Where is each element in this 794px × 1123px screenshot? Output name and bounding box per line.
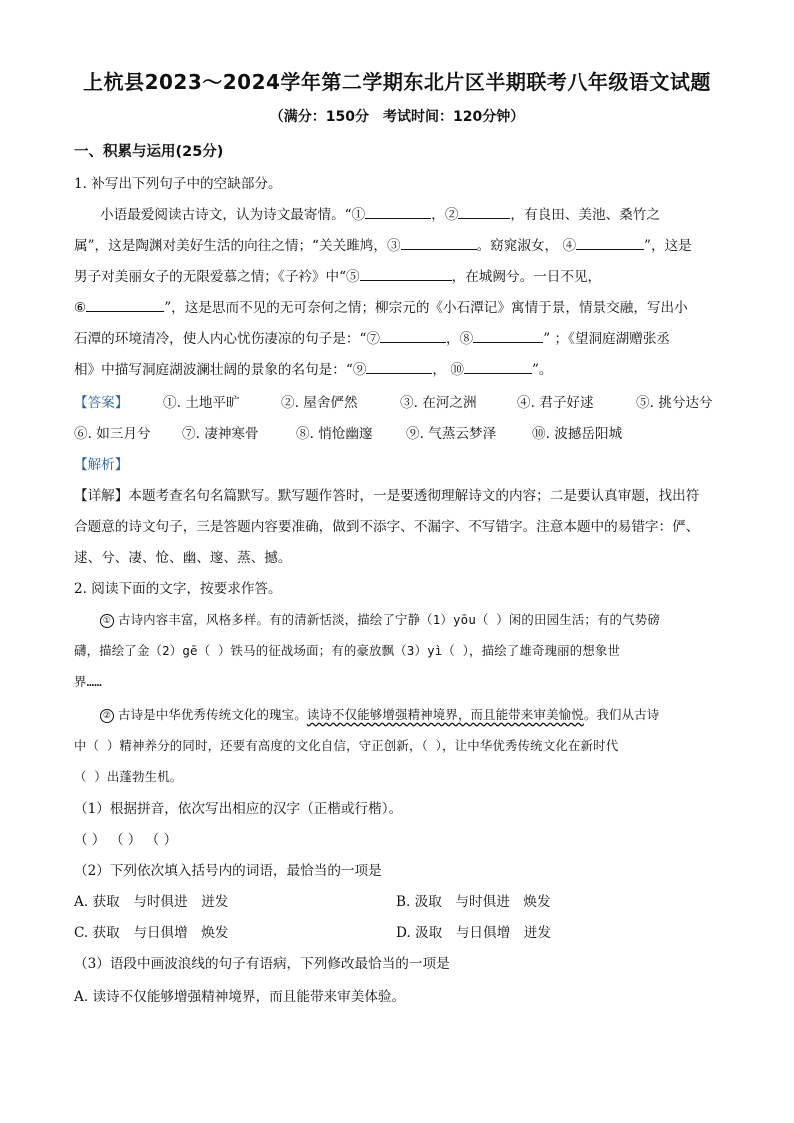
detail-line-1: 【详解】本题考查名句名篇默写。默写题作答时，一是要透彻理解诗文的内容；二是要认真审题，找出符 bbox=[74, 488, 700, 504]
answer-item: ⑥. 如三月兮 bbox=[74, 426, 151, 442]
blank-9 bbox=[366, 359, 432, 374]
blank-10 bbox=[464, 359, 532, 374]
answer-item: ④. 君子好逑 bbox=[517, 395, 594, 411]
detail-line-3: 逑、兮、凄、怆、幽、邃、蒸、撼。 bbox=[74, 550, 292, 566]
answer-item: ②. 屋舍俨然 bbox=[281, 395, 358, 411]
passage-1-line-3: 界…… bbox=[74, 674, 102, 689]
answer-item: ⑦. 凄神寒骨 bbox=[182, 426, 259, 442]
q1-text-line-1: 小语最爱阅读古诗文，认为诗文最寄情。“① ，② ，有良田、美池、桑竹之 bbox=[100, 203, 660, 223]
passage-2-line-1: ② 古诗是中华优秀传统文化的瑰宝。读诗不仅能够增强精神境界，而且能带来审美愉悦。我们从古诗 bbox=[100, 705, 659, 723]
option-b: B. 汲取 与时俱进 焕发 bbox=[396, 894, 551, 910]
question-2-stem: 2. 阅读下面的文字，按要求作答。 bbox=[74, 581, 282, 597]
blank-4 bbox=[576, 235, 644, 250]
blank-3 bbox=[401, 235, 477, 250]
passage-1-line-1: ① 古诗内容丰富，风格多样。有的清新恬淡，描绘了宁静（1）yōu（ ）闲的田园生活；有的气势磅 bbox=[100, 610, 660, 628]
q1-text-line-6: 相》中描写洞庭湖波澜壮阔的景象的名句是：“⑨ ， ⑩ ”。 bbox=[74, 358, 552, 378]
page-title: 上杭县2023～2024学年第二学期东北片区半期联考八年级语文试题 bbox=[83, 70, 711, 94]
answer-label: 【答案】 bbox=[74, 395, 129, 411]
passage-2-line-2: 中（ ）精神养分的同时，还要有高度的文化自信，守正创新，（ ），让中华优秀传统文化在新时代 bbox=[74, 738, 619, 753]
exam-info: （满分：150分 考试时间：120分钟） bbox=[269, 109, 525, 125]
answer-item: ⑧. 悄怆幽邃 bbox=[296, 426, 373, 442]
option-a: A. 获取 与时俱进 迸发 bbox=[74, 894, 229, 910]
section-heading: 一、积累与运用(25分) bbox=[74, 144, 224, 160]
circled-number: ② bbox=[100, 709, 114, 723]
subquestion-1-blanks: （ ） （ ） （ ） bbox=[74, 832, 178, 848]
option-d: D. 汲取 与日俱增 迸发 bbox=[396, 925, 551, 941]
detail-line-2: 合题意的诗文句子，三是答题内容要准确，做到不添字、不漏字、不写错字。注意本题中的易错字：俨、 bbox=[74, 519, 700, 535]
passage-1-line-2: 礴，描绘了金（2）gē（ ）铁马的征战场面；有的豪放飘（3）yì（ ），描绘了雄奇瑰丽的想象世 bbox=[74, 643, 621, 658]
blank-1 bbox=[365, 204, 431, 219]
analysis-label: 【解析】 bbox=[74, 457, 129, 473]
option-c: C. 获取 与日俱增 焕发 bbox=[74, 925, 229, 941]
answer-item: ⑨. 气蒸云梦泽 bbox=[406, 426, 497, 442]
subquestion-3-option-a: A. 读诗不仅能够增强精神境界，而且能带来审美体验。 bbox=[74, 989, 406, 1005]
subquestion-2: （2）下列依次填入括号内的词语，最恰当的一项是 bbox=[74, 863, 382, 879]
blank-6 bbox=[86, 297, 164, 312]
question-1-stem: 1. 补写出下列句子中的空缺部分。 bbox=[74, 176, 282, 192]
q1-text-line-4: ⑥ ”，这是思而不见的无可奈何之情；柳宗元的《小石潭记》寓情于景，情景交融，写出小 bbox=[74, 296, 688, 316]
answer-item: ①. 土地平旷 bbox=[163, 395, 240, 411]
blank-5 bbox=[360, 266, 452, 281]
answer-item: ⑩. 波撼岳阳城 bbox=[532, 426, 623, 442]
circled-number: ① bbox=[100, 614, 114, 628]
subquestion-3: （3）语段中画波浪线的句子有语病，下列修改最恰当的一项是 bbox=[74, 956, 450, 972]
q1-text-line-5: 石潭的环境清冷，使人内心忧伤凄凉的句子是：“⑦ ，⑧ ” ；《望洞庭湖赠张丞 bbox=[74, 327, 670, 347]
wavy-underlined-sentence: 读诗不仅能够增强精神境界，而且能带来审美愉悦 bbox=[306, 707, 584, 722]
blank-7 bbox=[380, 328, 446, 343]
answer-item: ⑤. 挑兮达兮 bbox=[636, 395, 713, 411]
subquestion-1: （1）根据拼音，依次写出相应的汉字（正楷或行楷）。 bbox=[74, 801, 403, 817]
q1-text-line-3: 男子对美丽女子的无限爱慕之情；《子衿》中“⑤ ，在城阙兮。一日不见， bbox=[74, 265, 601, 285]
passage-2-line-3: （ ）出蓬勃生机。 bbox=[74, 769, 183, 784]
blank-2 bbox=[458, 204, 510, 219]
answer-item: ③. 在河之洲 bbox=[400, 395, 477, 411]
q1-text-line-2: 属”，这是陶渊对美好生活的向往之情；“关关雎鸠，③ 。窈窕淑女， ④ ”，这是 bbox=[74, 234, 692, 254]
blank-8 bbox=[473, 328, 543, 343]
